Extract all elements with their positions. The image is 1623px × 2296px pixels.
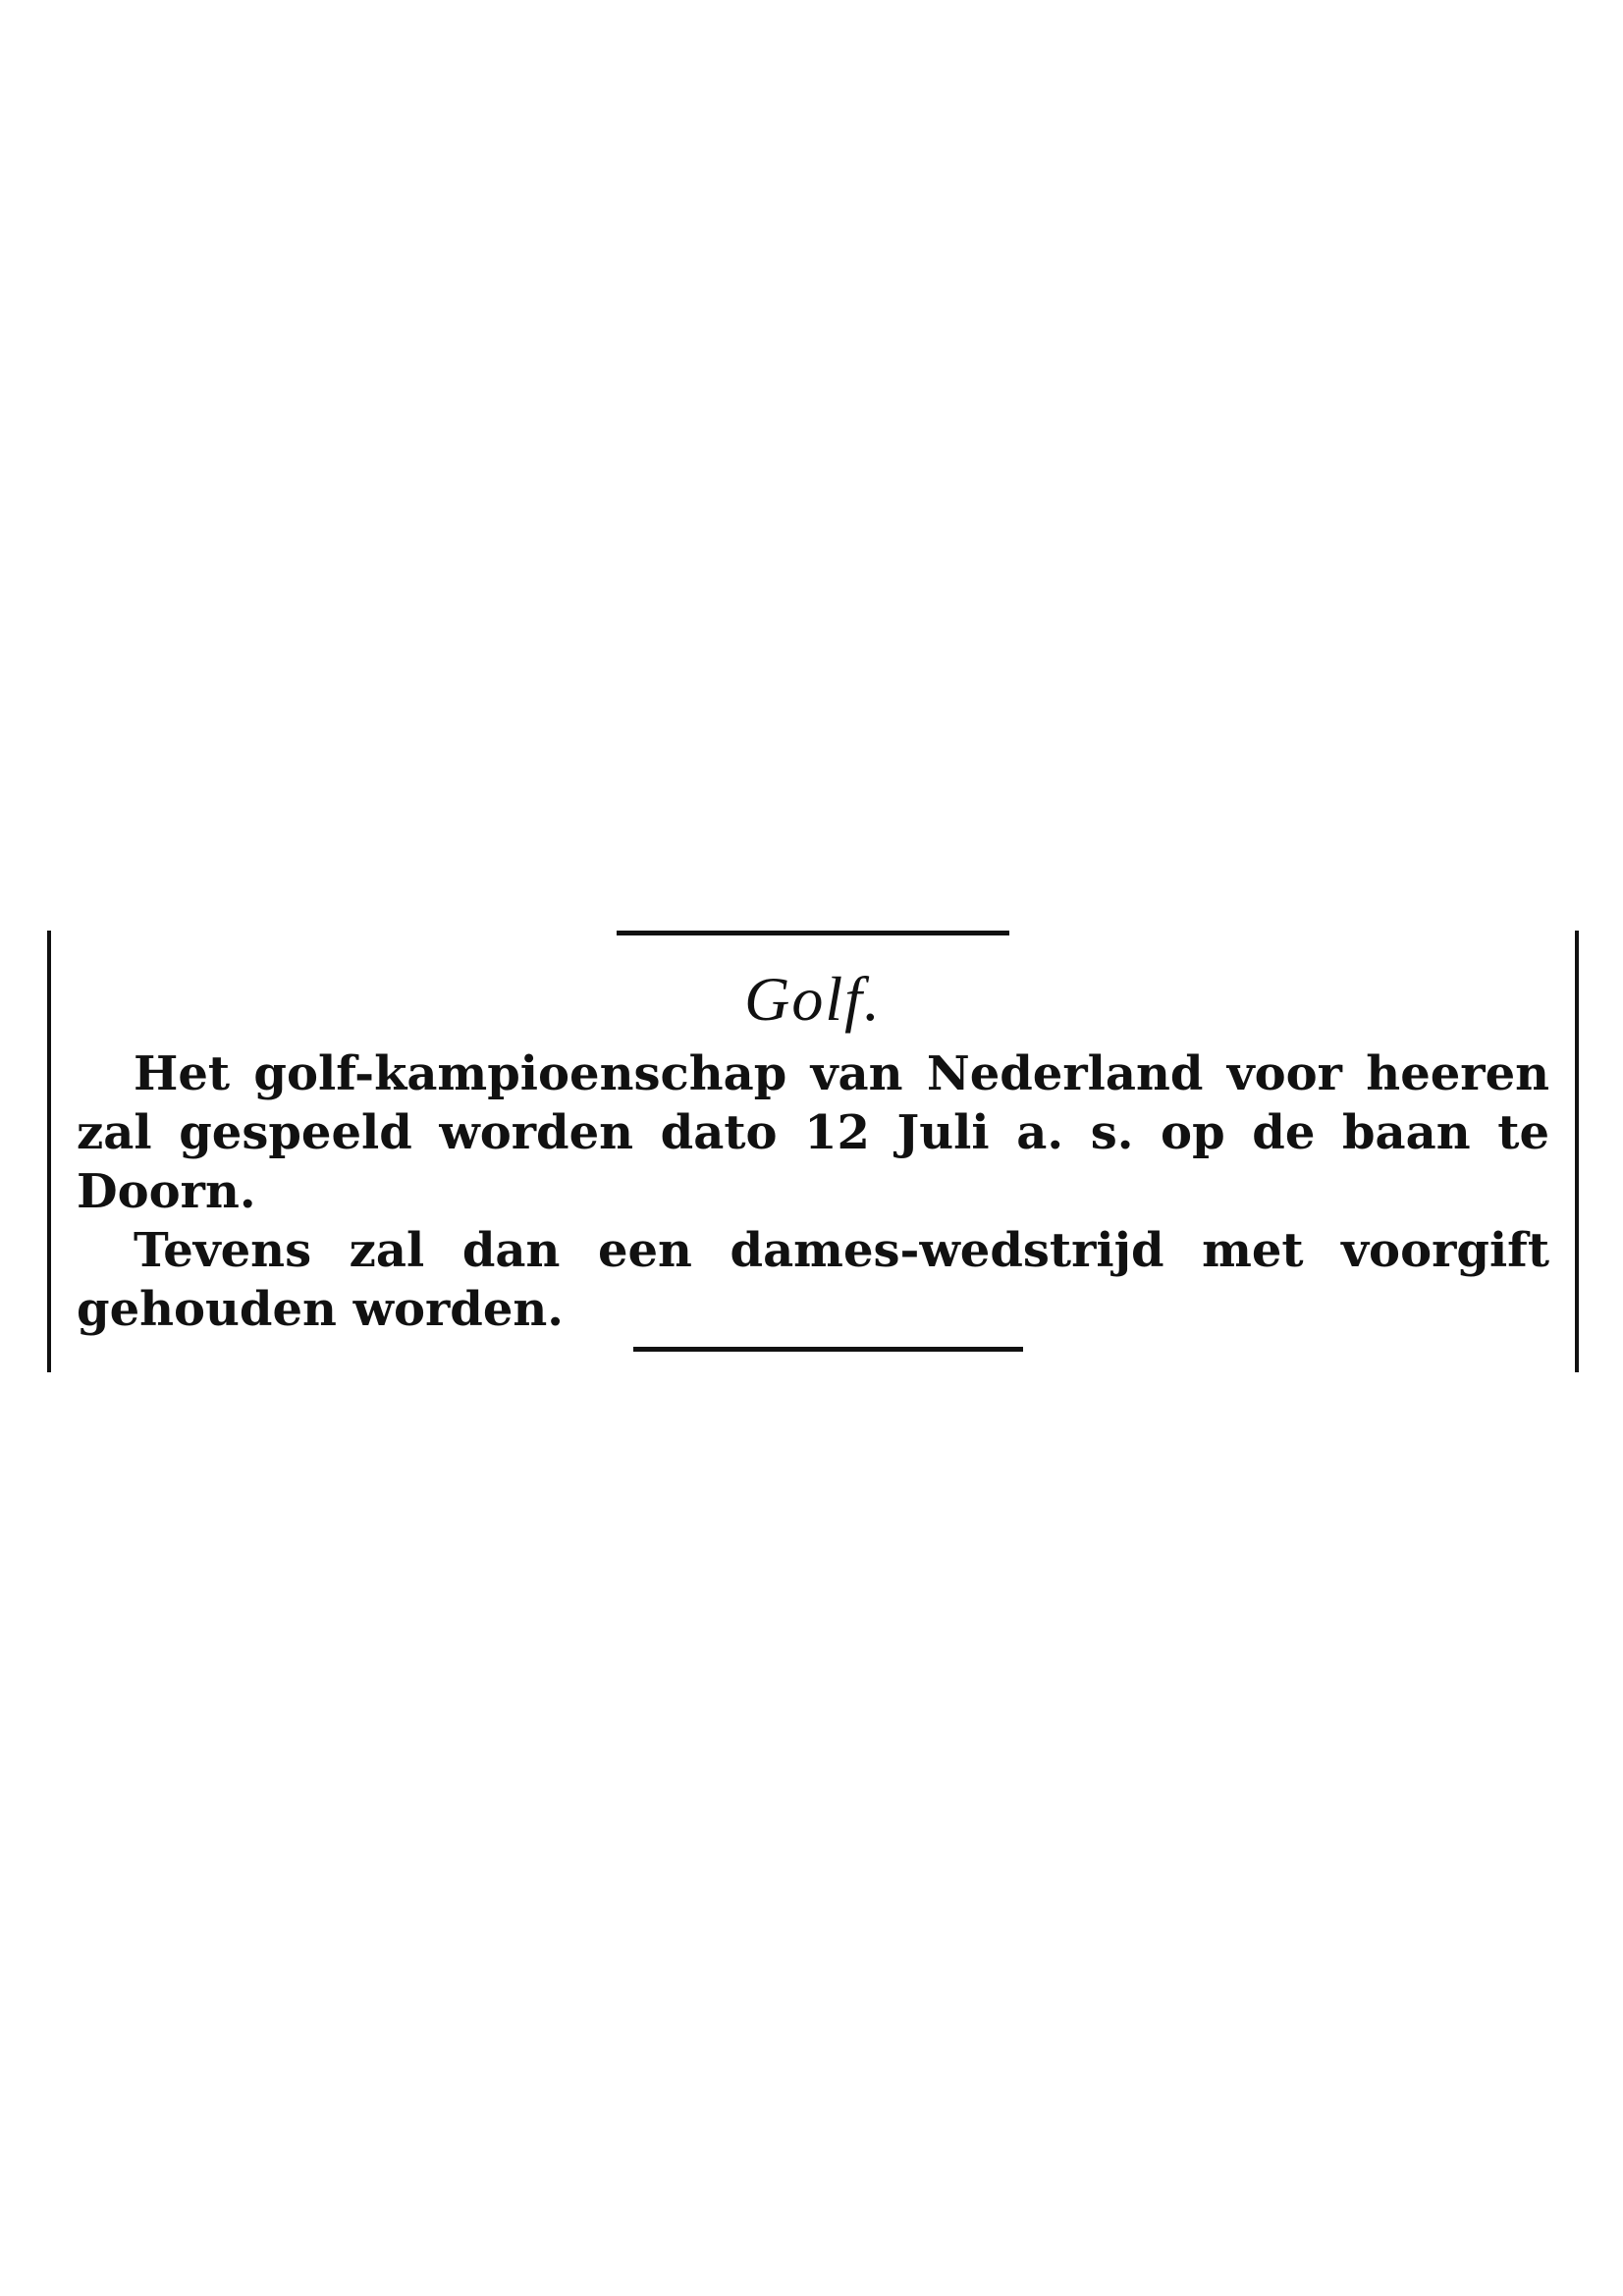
article-paragraph-2: Tevens zal dan een dames-wedstrijd met voorgift gehouden worden.: [77, 1223, 1549, 1337]
bottom-separator-rule: [633, 1347, 1023, 1352]
newspaper-clipping: [47, 931, 1579, 1372]
article-paragraph-1: Het golf-kampioenschap van Nederland voor heeren zal gespeeld worden dato 12 Juli a. s. op de baan te Doorn.: [77, 1046, 1549, 1219]
top-separator-rule: [617, 931, 1009, 935]
article-title: Golf.: [744, 964, 882, 1034]
article-body: [77, 1044, 1549, 1339]
